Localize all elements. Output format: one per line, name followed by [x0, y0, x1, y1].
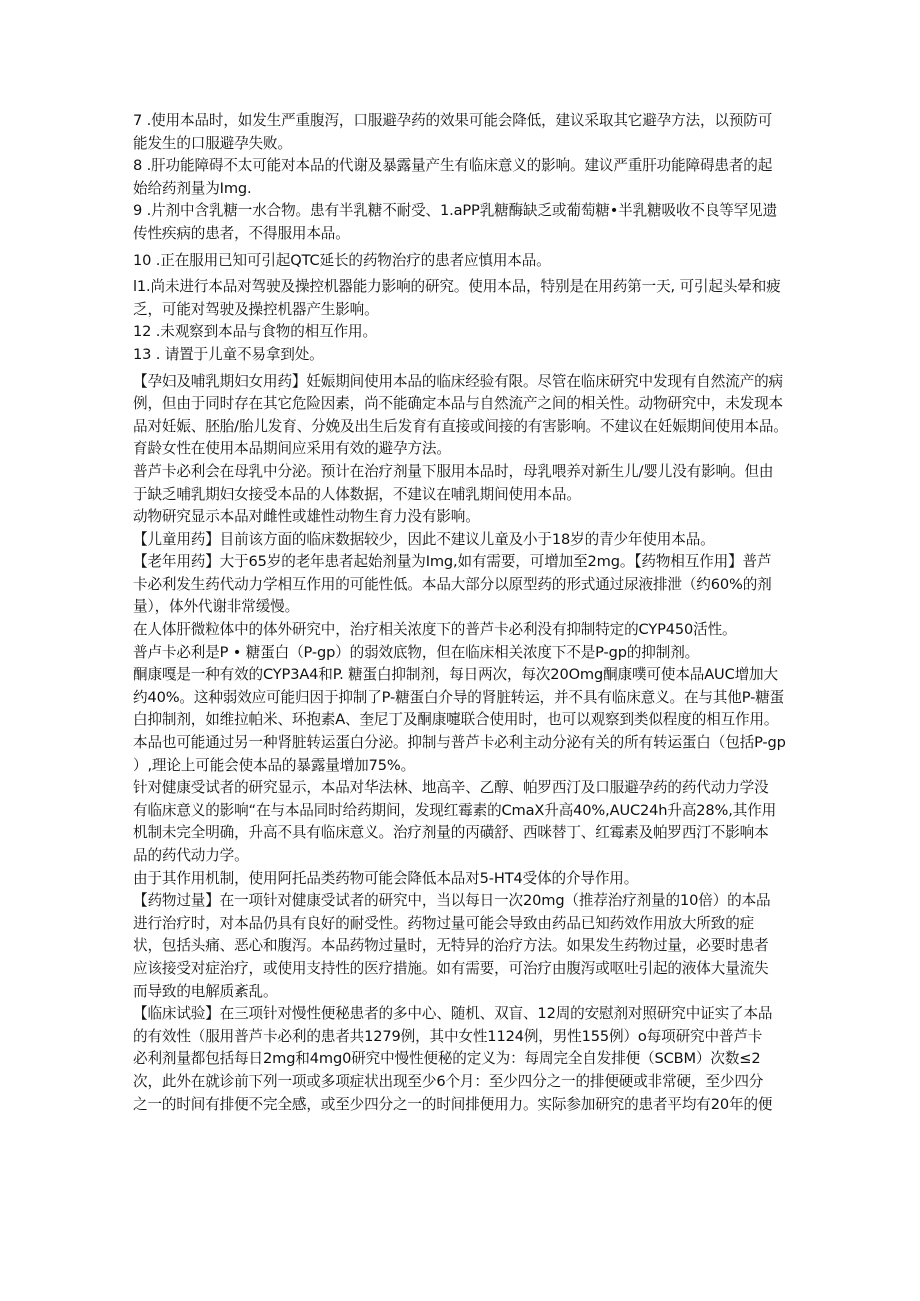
text-line: 8 .肝功能障碍不太可能对本品的代谢及暴露量产生有临床意义的影响。建议严重肝功能障碍患者的起 — [133, 157, 773, 175]
text-line: 次，此外在就诊前下列一项或多项症状出现至少6个月：至少四分之一的排便硬或非常硬，至少四分 — [133, 1072, 764, 1090]
text-line: 动物研究显示本品对雌性或雄性动物生育力没有影响。 — [133, 508, 480, 526]
text-line: 于缺乏哺乳期妇女接受本品的人体数据，不建议在哺乳期间使用本品。 — [133, 485, 581, 503]
text-line: 乏，可能对驾驶及操控机器产生影响。 — [133, 300, 379, 318]
text-line: 9 .片剂中含乳糖一水合物。患有半乳糖不耐受、1.aPP乳糖酶缺乏或葡萄糖•半乳糖吸收不良等罕见遗 — [133, 202, 778, 220]
text-line: 品对妊娠、胚胎/胎儿发育、分娩及出生后发育有直接或间接的有害影响。不建议在妊娠期间使用本品。 — [133, 417, 788, 435]
text-line: 之一的时间有排便不完全感，或至少四分之一的时间排便用力。实际参加研究的患者平均有20年的便 — [133, 1095, 773, 1113]
text-line: 品的药代动力学。 — [133, 847, 249, 864]
text-line: 量），体外代谢非常缓慢。 — [133, 598, 300, 616]
text-line: 【临床试验】在三项针对慢性便秘患者的多中心、随机、双盲、12周的安慰剂对照研究中证实了本品 — [133, 1005, 773, 1023]
text-line: 有临床意义的影响“在与本品同时给药期间，发现红霉素的CmaX升高40%,AUC24h升高28%,其作用 — [133, 801, 777, 819]
text-line: ）,理论上可能会使本品的暴露量增加75%。 — [133, 756, 416, 774]
text-line: 12 .未观察到本品与食物的相互作用。 — [133, 323, 377, 341]
text-line: 【药物过量】在一项针对健康受试者的研究中，当以每日一次20mg（推荐治疗剂量的10倍）的本品 — [133, 892, 771, 910]
text-line: 例，但由于同时存在其它危险因素，尚不能确定本品与自然流产之间的相关性。动物研究中，未发现本 — [133, 395, 783, 413]
text-line: 酮康嘎是一种有效的CYP3A4和P. 糖蛋白抑制剂，每日两次，每次20Omg酮康噗可使本品AUC增加大 — [133, 666, 778, 684]
text-line: 由于其作用机制，使用阿托品类药物可能会降低本品对5-HT4受体的介导作用。 — [133, 869, 639, 887]
document-body — [133, 110, 798, 1116]
text-line: 普卢卡必利是P • 糖蛋白（P-gp）的弱效底物，但在临床相关浓度下不是P-gp的抑制剂。 — [133, 643, 700, 661]
text-line: 育龄女性在使用本品期间应采用有效的避孕方法。 — [133, 440, 451, 458]
text-line: 状，包括头痛、恶心和腹泻。本品药物过量时，无特异的治疗方法。如果发生药物过量，必要时患者 — [133, 937, 769, 955]
text-line: 【老年用药】大于65岁的老年患者起始剂量为Img,如有需要，可增加至2mg。【药物相互作用】普芦 — [133, 553, 772, 571]
text-line: 10 .正在服用已知可引起QTC延长的药物治疗的患者应慎用本品。 — [133, 251, 551, 269]
text-line: 【孕妇及哺乳期妇女用药】妊娠期间使用本品的临床经验有限。尽管在临床研究中发现有自然流产的病 — [133, 372, 783, 390]
text-line: 而导致的电解质紊乱。 — [133, 982, 278, 1000]
text-line: 13 . 请置于儿童不易拿到处。 — [133, 345, 324, 363]
text-line: l1.尚未进行本品对驾驶及操控机器能力影响的研究。使用本品，特别是在用药第一天, 可引起头晕和疲 — [133, 278, 781, 296]
text-line: 白抑制剂，如维拉帕米、环抱素A、奎尼丁及酮康嚏联合使用时，也可以观察到类似程度的相互作用。 — [133, 711, 779, 729]
text-line: 始给药剂量为Img. — [133, 179, 252, 197]
text-line: 约40%。这种弱效应可能归因于抑制了P-糖蛋白介导的肾脏转运，并不具有临床意义。在与其他P-糖蛋 — [133, 688, 785, 706]
text-line: 的有效性（服用普芦卡必利的患者共1279例，其中女性1124例，男性155例）o每项研究中普芦卡 — [133, 1027, 763, 1045]
text-line: 针对健康受试者的研究显示，本品对华法林、地高辛、乙醇、帕罗西汀及口服避孕药的药代动力学没 — [133, 779, 769, 797]
text-line: 机制未完全明确，升高不具有临床意义。治疗剂量的丙磺舒、西咪替丁、红霉素及帕罗西汀不影响本 — [133, 824, 769, 842]
text-line: 进行治疗时，对本品仍具有良好的耐受性。药物过量可能会导致由药品已知药效作用放大所致的症 — [133, 914, 755, 932]
text-line: 在人体肝微粒体中的体外研究中，治疗相关浓度下的普芦卡必利没有抑制特定的CYP450活性。 — [133, 621, 737, 639]
text-line: 普芦卡必利会在母乳中分泌。预计在治疗剂量下服用本品时，母乳喂养对新生儿/婴儿没有影响。但由 — [133, 462, 774, 480]
text-line: 【儿童用药】目前该方面的临床数据较少，因此不建议儿童及小于18岁的青少年使用本品。 — [133, 530, 715, 548]
text-line: 7 .使用本品时，如发生严重腹泻，口服避孕药的效果可能会降低，建议采取其它避孕方法，以预防可 — [133, 112, 773, 129]
text-line: 本品也可能通过另一种肾脏转运蛋白分泌。抑制与普芦卡必利主动分泌有关的所有转运蛋白（包括P-gp — [133, 734, 786, 752]
text-line: 能发生的口服避孕失败。 — [133, 134, 292, 152]
text-line: 传性疾病的患者，不得服用本品。 — [133, 224, 350, 242]
text-line: 必利剂量都包括每日2mg和4mg0研究中慢性便秘的定义为：每周完全自发排便（SCBM）次数≤2 — [133, 1050, 761, 1068]
text-line: 应该接受对症治疗，或使用支持性的医疗措施。如有需要，可治疗由腹泻或呕吐引起的液体大量流失 — [133, 959, 769, 977]
text-line: 卡必利发生药代动力学相互作用的可能性低。本品大部分以原型药的形式通过尿液排泄（约60%的剂 — [133, 575, 772, 593]
